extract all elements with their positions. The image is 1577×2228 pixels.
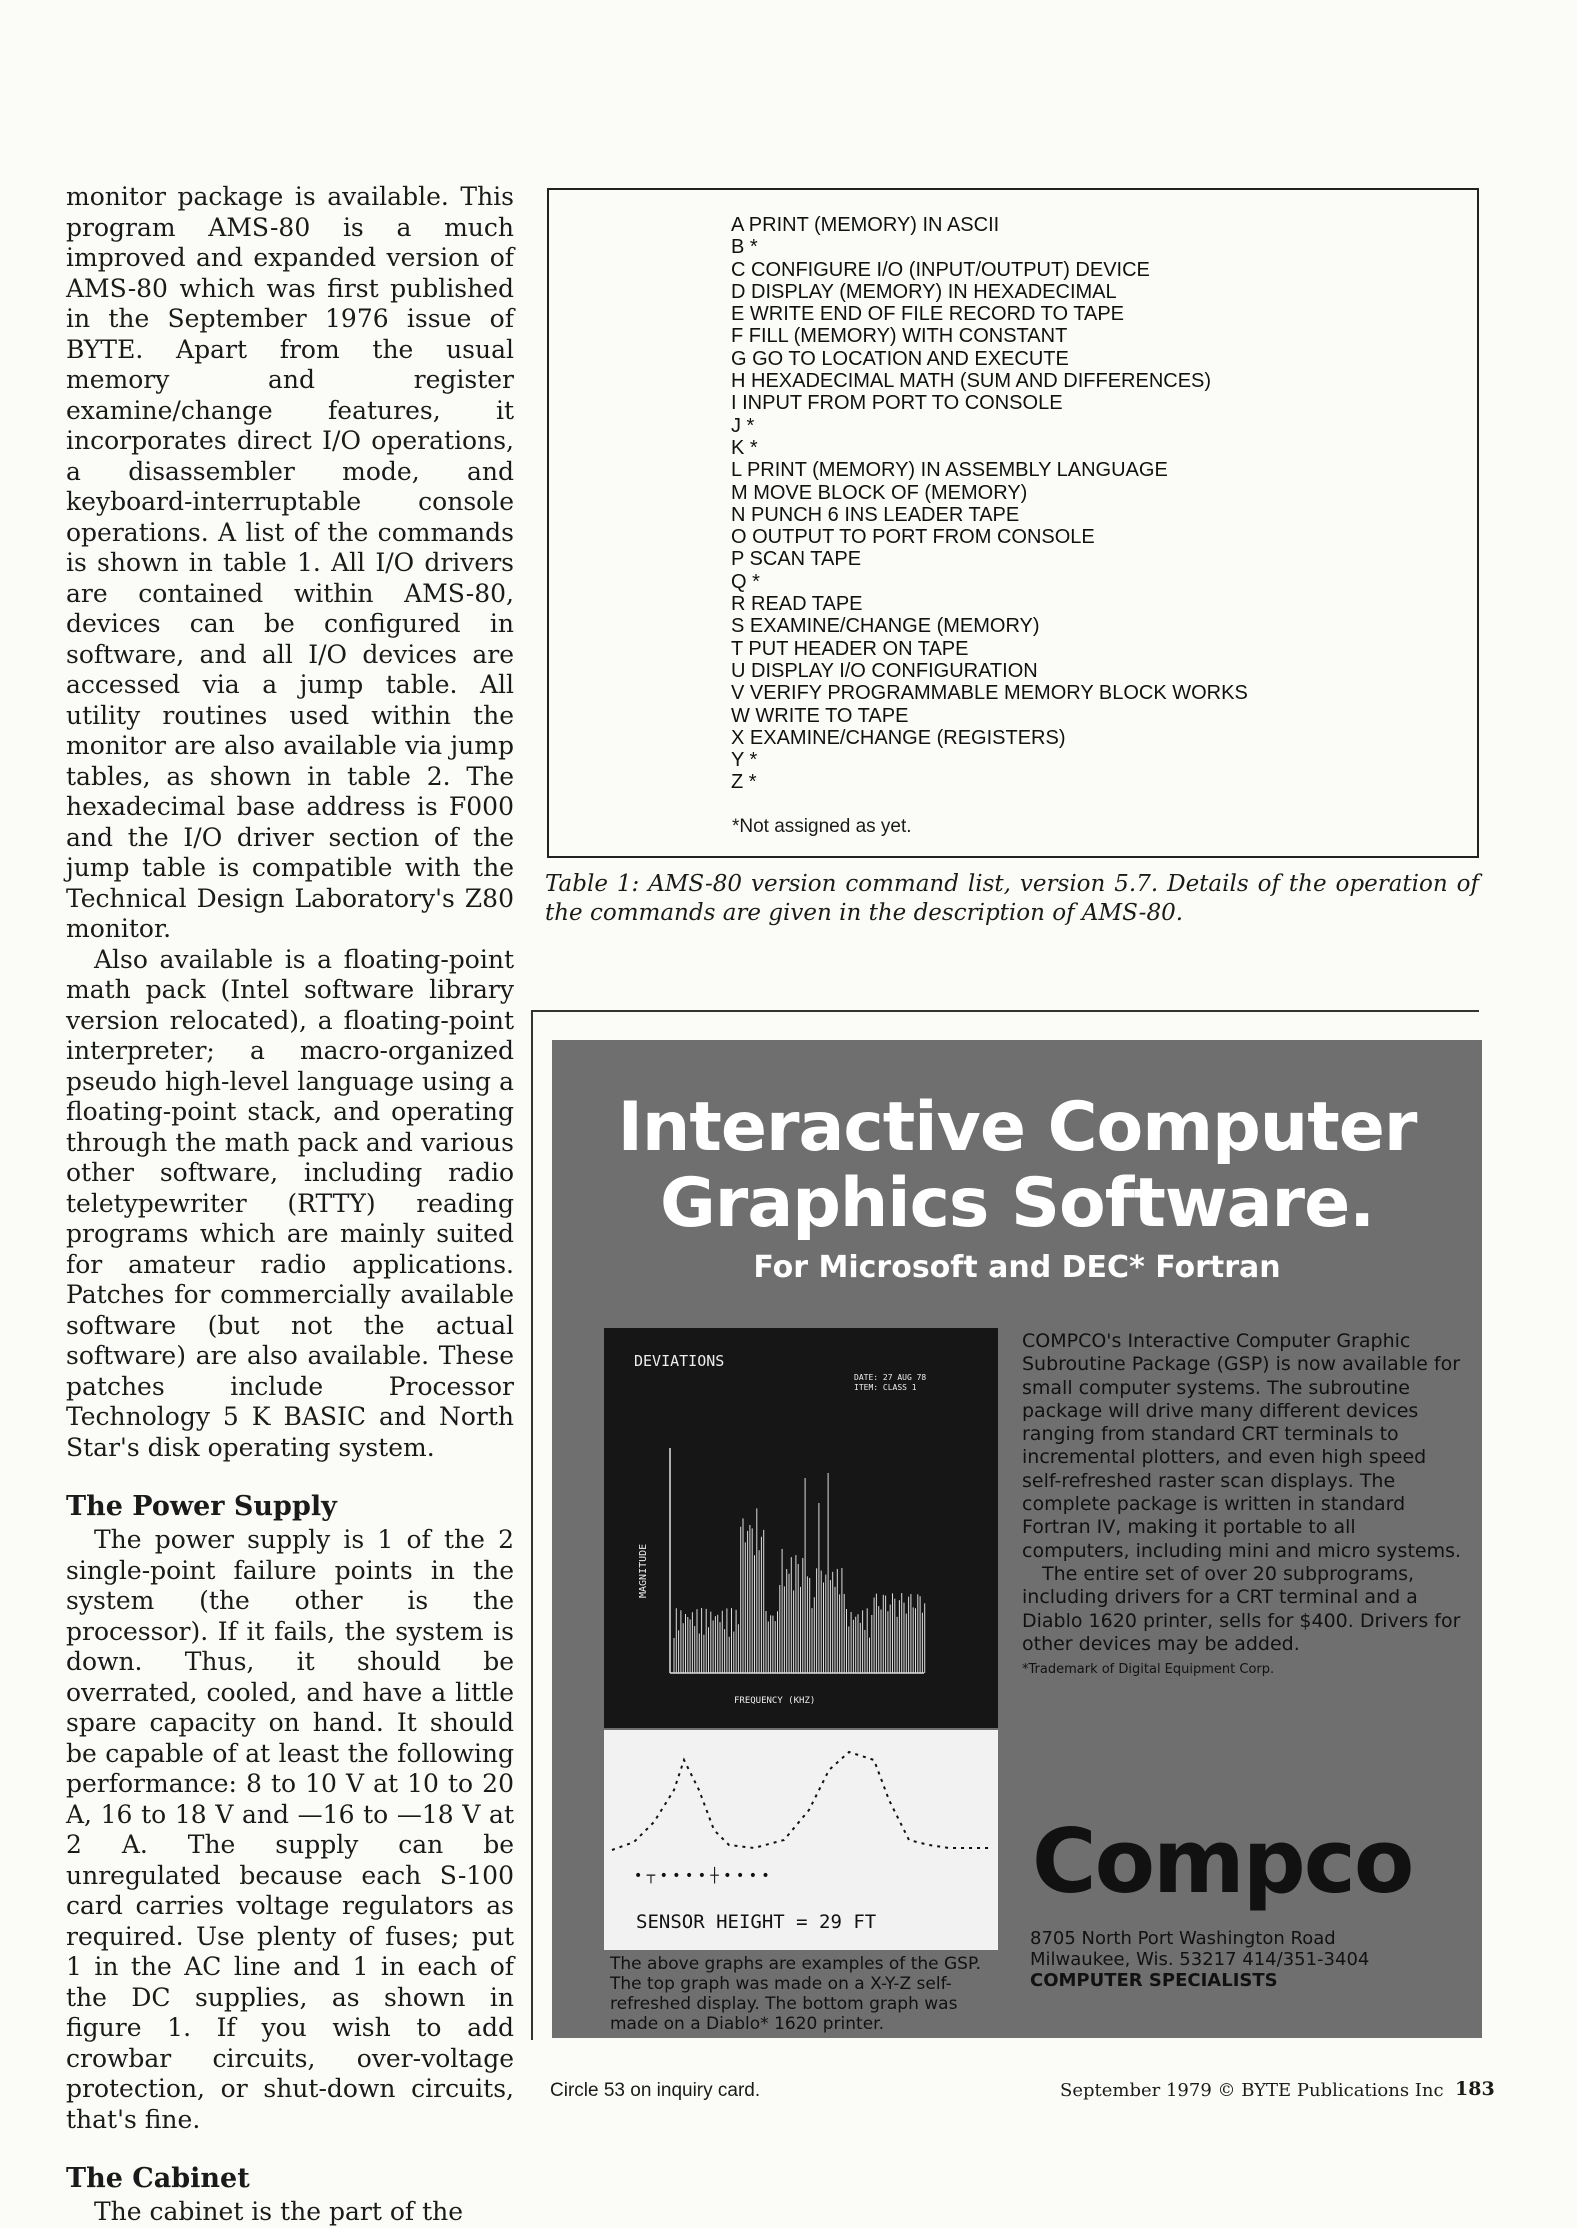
ad-frame-left-rule (531, 1010, 533, 2040)
plot-axis-marks: • ┬ • • • • ┼ • • • • (634, 1868, 770, 1884)
command-row: E WRITE END OF FILE RECORD TO TAPE (731, 303, 1125, 326)
graph-item: ITEM: CLASS 1 (854, 1383, 917, 1392)
command-row: R READ TAPE (731, 593, 863, 616)
command-row: Q * (731, 570, 760, 593)
inquiry-card-note: Circle 53 on inquiry card. (550, 2080, 761, 2101)
command-table (547, 188, 1479, 858)
graph-x-axis-label: FREQUENCY (KHZ) (734, 1696, 816, 1706)
compco-logo: Compco (1032, 1810, 1413, 1913)
command-row: V VERIFY PROGRAMMABLE MEMORY BLOCK WORKS (731, 682, 1248, 705)
sensor-plot-svg (604, 1730, 998, 1950)
table-caption: Table 1: AMS-80 version command list, version 5.7. Details of the operation of the commands are given in the description of AMS-80. (545, 871, 1479, 926)
sensor-curve (612, 1752, 989, 1850)
command-row: S EXAMINE/CHANGE (MEMORY) (731, 615, 1040, 638)
address-line-1: 8705 North Port Washington Road (1030, 1928, 1336, 1949)
ad-headline (552, 1090, 1482, 1242)
publication-credit: September 1979 © BYTE Publications Inc (1060, 2080, 1444, 2101)
command-row: H HEXADECIMAL MATH (SUM AND DIFFERENCES) (731, 370, 1212, 393)
graph-spikes (674, 1473, 925, 1673)
ad-subheadline: For Microsoft and DEC* Fortran (753, 1250, 1281, 1285)
command-list (731, 214, 1248, 794)
command-row: P SCAN TAPE (731, 548, 862, 571)
ad-body-paragraph-1: COMPCO's Interactive Computer Graphic Subroutine Package (GSP) is now available for small computer systems. The subroutine package will drive many different devices ranging from standard CRT terminals to incremental plotters, and even high speed self-refreshed raster scan displays. The complete package is written in standard Fortran IV, making it portable to all computers, including mini and micro systems. (1022, 1330, 1462, 1562)
command-row: X EXAMINE/CHANGE (REGISTERS) (731, 726, 1066, 749)
paragraph-floating-point: Also available is a floating-point math pack (Intel software library version relocated), a floating-point interpreter; a macro-organized pseudo high-level language using a floating-point stack, and operating through the math pack and various other software, including radio teletypewriter (RTTY) reading programs which are mainly suited for amateur radio applications. Patches for commercially available software (but not the actual software) are also available. These patches include Processor Technology 5 K BASIC and North Star's disk operating system. (66, 944, 514, 1462)
command-row: N PUNCH 6 INS LEADER TAPE (731, 503, 1020, 526)
graph-date: DATE: 27 AUG 78 (854, 1373, 927, 1382)
command-row: Z * (731, 771, 757, 794)
deviations-graph (604, 1328, 998, 1728)
compco-advertisement (552, 1040, 1482, 2038)
command-row: U DISPLAY I/O CONFIGURATION (731, 659, 1038, 682)
command-row: F FILL (MEMORY) WITH CONSTANT (731, 325, 1068, 348)
ad-trademark-note: *Trademark of Digital Equipment Corp. (1022, 1662, 1275, 1678)
command-row: G GO TO LOCATION AND EXECUTE (731, 347, 1069, 370)
graph-title: DEVIATIONS (634, 1352, 725, 1370)
paragraph-cabinet: The cabinet is the part of the (94, 2197, 464, 2226)
command-row: T PUT HEADER ON TAPE (731, 637, 969, 660)
heading-power-supply: The Power Supply (66, 1491, 337, 1522)
command-row: J * (731, 414, 755, 437)
command-row: K * (731, 436, 758, 459)
command-row: A PRINT (MEMORY) IN ASCII (731, 214, 1000, 236)
sensor-plot (604, 1730, 998, 1950)
ad-body (1022, 1330, 1462, 1681)
command-row: W WRITE TO TAPE (731, 704, 909, 727)
command-row: M MOVE BLOCK OF (MEMORY) (731, 481, 1028, 504)
paragraph-power-supply: The power supply is 1 of the 2 single-point failure points in the system (the other is the processor). If it fails, the system is down. Thus, it should be overrated, cooled, and have a little spare capacity on hand. It should be capable of at least the following performance: 8 to 10 V at 10 to 20 A, 16 to 18 V and —16 to —18 V at 2 A. The supply can be unregulated because each S-100 card carries voltage regulators as required. Use plenty of fuses; put 1 in the AC line and 1 in each of the DC supplies, as shown in figure 1. If you wish to add crowbar circuits, over-voltage protection, or shut-down circuits, that's fine. (66, 1525, 514, 2134)
paragraph-ams80: monitor package is available. This program AMS-80 is a much improved and expanded version of AMS-80 which was first published in the September 1976 issue of BYTE. Apart from the usual memory and register examine/change features, it incorporates direct I/O operations, a disassembler mode, and keyboard-interruptable console operations. A list of the commands is shown in table 1. All I/O drivers are contained within AMS-80, devices can be configured in software, and all I/O devices are accessed via a jump table. All utility routines used within the monitor are also available via jump tables, as shown in table 2. The hexadecimal base address is F000 and the I/O driver section of the jump table is compatible with the Technical Design Laboratory's Z80 monitor. (66, 182, 514, 943)
command-row: C CONFIGURE I/O (INPUT/OUTPUT) DEVICE (731, 258, 1150, 281)
article-left-column (66, 182, 514, 2228)
compco-address (1030, 1928, 1369, 1991)
command-row: I INPUT FROM PORT TO CONSOLE (731, 392, 1063, 415)
heading-cabinet: The Cabinet (66, 2163, 250, 2194)
ad-graph-caption: The above graphs are examples of the GSP. The top graph was made on a X-Y-Z self-refreshed display. The bottom graph was made on a Diablo* 1620 printer. (610, 1954, 981, 2034)
address-line-2: Milwaukee, Wis. 53217 414/351-3404 (1030, 1949, 1370, 1970)
table-footnote: *Not assigned as yet. (732, 816, 912, 837)
ad-body-paragraph-2: The entire set of over 20 subprograms, including drivers for a CRT terminal and a Diablo 1620 printer, sells for $400. Drivers for other devices may be added. (1022, 1562, 1461, 1655)
command-row: O OUTPUT TO PORT FROM CONSOLE (731, 526, 1095, 549)
sensor-height-label: SENSOR HEIGHT = 29 FT (636, 1911, 877, 1933)
ad-headline-line2: Graphics Software. (659, 1164, 1375, 1243)
graph-y-axis-label: MAGNITUDE (638, 1543, 649, 1598)
ad-headline-line1: Interactive Computer (617, 1088, 1417, 1167)
page-number: 183 (1455, 2078, 1495, 2100)
command-row: D DISPLAY (MEMORY) IN HEXADECIMAL (731, 280, 1117, 303)
command-row: Y * (731, 749, 758, 772)
command-row: L PRINT (MEMORY) IN ASSEMBLY LANGUAGE (731, 459, 1168, 482)
deviations-graph-svg (604, 1328, 998, 1728)
command-row: B * (731, 236, 758, 259)
ad-frame-top-rule (531, 1010, 1479, 1012)
compco-tagline: COMPUTER SPECIALISTS (1030, 1970, 1278, 1991)
